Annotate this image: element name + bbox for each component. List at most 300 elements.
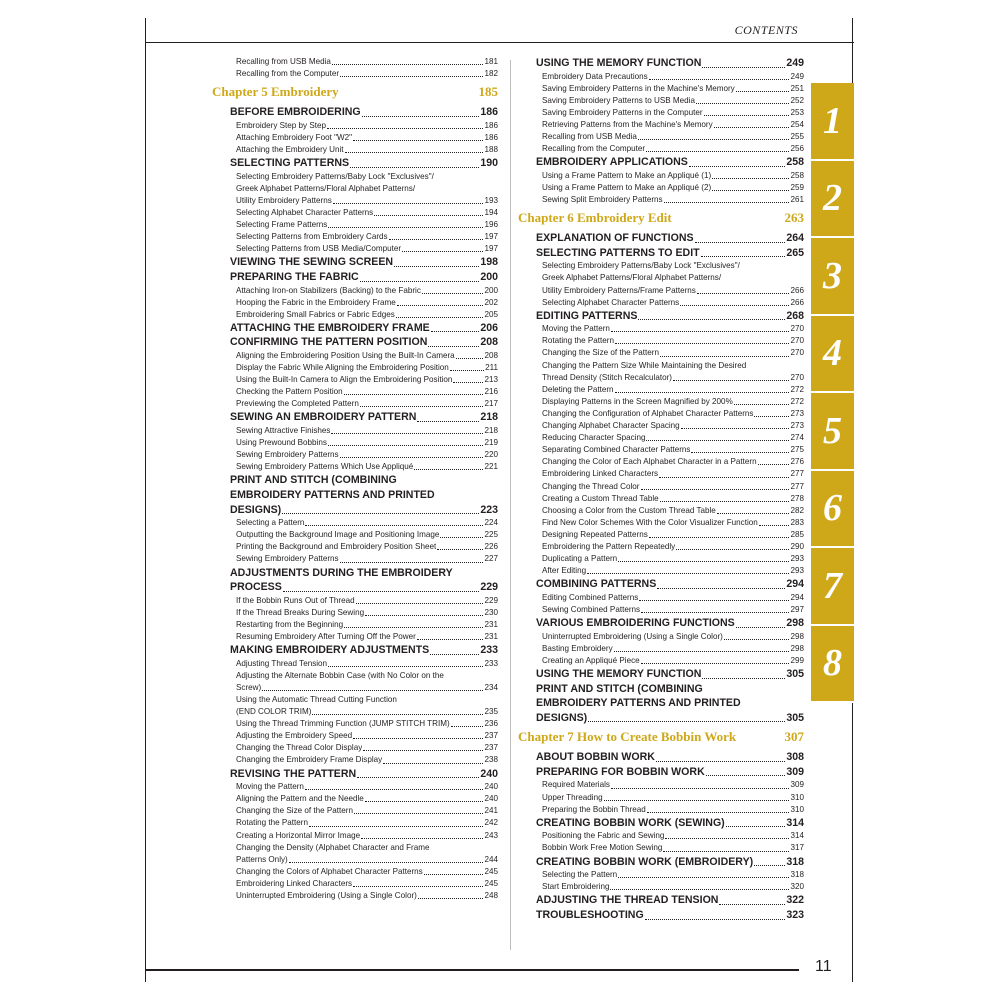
page-ref: 198 xyxy=(480,256,498,269)
dot-leader xyxy=(353,132,484,141)
toc-entry[interactable] xyxy=(236,243,498,255)
toc-entry[interactable] xyxy=(236,517,498,529)
toc-entry[interactable] xyxy=(542,643,804,655)
toc-label: Adjusting the Embroidery Speed xyxy=(236,731,353,741)
toc-section[interactable] xyxy=(536,577,804,592)
toc-label: Using the Thread Trimming Function (JUMP STITCH TRIM) xyxy=(236,719,450,729)
toc-label: Changing the Thread Color Display xyxy=(236,743,363,753)
toc-entry[interactable] xyxy=(542,444,804,456)
page-ref: 237 xyxy=(484,743,498,753)
toc-entry[interactable] xyxy=(236,682,498,694)
toc-label: If the Thread Breaks During Sewing xyxy=(236,607,365,617)
header-title: CONTENTS xyxy=(734,23,798,37)
page-ref: 240 xyxy=(484,782,498,792)
dot-leader xyxy=(691,444,789,453)
dot-leader xyxy=(353,730,483,739)
page-ref: 277 xyxy=(790,481,804,491)
chapter-tab-3[interactable]: 3 xyxy=(811,238,854,316)
toc-entry[interactable] xyxy=(542,297,804,309)
toc-label: DESIGNS) xyxy=(536,711,588,724)
toc-entry[interactable] xyxy=(236,706,498,718)
toc-entry[interactable] xyxy=(236,754,498,766)
page-ref: 197 xyxy=(484,244,498,254)
toc-label: Recalling from USB Media xyxy=(542,132,637,142)
toc-entry[interactable] xyxy=(236,830,498,842)
toc-section[interactable] xyxy=(230,156,498,171)
toc-section[interactable] xyxy=(536,667,804,682)
dot-leader xyxy=(695,231,786,243)
toc-label: Changing the Embroidery Frame Display xyxy=(236,755,383,765)
toc-label: PREPARING FOR BOBBIN WORK xyxy=(536,765,705,778)
toc-label: VIEWING THE SEWING SCREEN xyxy=(230,256,394,269)
page-ref: 290 xyxy=(790,541,804,551)
toc-section[interactable] xyxy=(536,616,804,631)
toc-label: Using the Built-In Camera to Align the Embroidering Position xyxy=(236,375,453,385)
dot-leader xyxy=(402,243,483,252)
dot-leader xyxy=(615,384,790,393)
toc-section[interactable] xyxy=(536,765,804,780)
toc-label: Restarting from the Beginning xyxy=(236,619,344,629)
toc-label: Designing Repeated Patterns xyxy=(542,529,648,539)
page-ref: 186 xyxy=(484,120,498,130)
toc-entry[interactable] xyxy=(236,144,498,156)
toc-entry[interactable] xyxy=(542,804,804,816)
page-ref: 219 xyxy=(484,438,498,448)
toc-label: Displaying Patterns in the Screen Magnified by 200% xyxy=(542,396,733,406)
dot-leader xyxy=(340,553,484,562)
chapter-tab-6[interactable]: 6 xyxy=(811,471,854,549)
dot-leader xyxy=(673,372,789,381)
toc-entry[interactable] xyxy=(236,529,498,541)
dot-leader xyxy=(417,631,484,640)
page-ref: 309 xyxy=(790,780,804,790)
toc-entry[interactable] xyxy=(236,730,498,742)
dot-leader xyxy=(758,456,790,465)
page-ref: 298 xyxy=(790,643,804,653)
page-ref: 283 xyxy=(790,517,804,527)
toc-label: ADJUSTING THE THREAD TENSION xyxy=(536,894,719,907)
toc-label: Basting Embroidery xyxy=(542,643,613,653)
toc-entry[interactable] xyxy=(542,631,804,643)
toc-entry[interactable] xyxy=(542,194,804,206)
toc-label: Sewing Attractive Finishes xyxy=(236,426,331,436)
toc-label: CONFIRMING THE PATTERN POSITION xyxy=(230,336,428,349)
dot-leader xyxy=(604,792,790,801)
toc-entry[interactable] xyxy=(236,449,498,461)
toc-section[interactable] xyxy=(536,855,804,870)
toc-entry[interactable] xyxy=(542,323,804,335)
toc-label: Creating an Appliqué Piece xyxy=(542,655,640,665)
toc-entry[interactable] xyxy=(542,107,804,119)
dot-leader xyxy=(701,246,786,258)
dot-leader xyxy=(362,105,480,117)
toc-entry[interactable] xyxy=(542,71,804,83)
toc-label: Patterns Only) xyxy=(236,854,288,864)
dot-leader xyxy=(660,347,789,356)
toc-label: Utility Embroidery Patterns/Frame Patterns xyxy=(542,285,696,295)
toc-section[interactable] xyxy=(230,105,498,120)
toc-label: Bobbin Work Free Motion Sewing xyxy=(542,843,663,853)
toc-entry[interactable] xyxy=(542,779,804,791)
toc-label: SELECTING PATTERNS TO EDIT xyxy=(536,246,700,259)
dot-leader xyxy=(696,95,790,104)
toc-entry[interactable] xyxy=(542,553,804,565)
toc-entry[interactable] xyxy=(236,595,498,607)
toc-section[interactable] xyxy=(536,155,804,170)
toc-section[interactable] xyxy=(230,255,498,270)
page-ref: 318 xyxy=(786,855,804,868)
toc-entry[interactable] xyxy=(236,793,498,805)
chapter-tab-8[interactable]: 8 xyxy=(811,626,854,704)
dot-leader xyxy=(645,908,786,920)
page-ref: 273 xyxy=(790,408,804,418)
toc-entry[interactable] xyxy=(236,437,498,449)
toc-entry[interactable] xyxy=(542,285,804,297)
toc-label: Selecting Frame Patterns xyxy=(236,220,328,230)
dot-leader xyxy=(327,120,484,129)
toc-section[interactable] xyxy=(230,270,498,285)
toc-entry[interactable] xyxy=(236,631,498,643)
toc-label: VARIOUS EMBROIDERING FUNCTIONS xyxy=(536,617,735,630)
toc-entry[interactable] xyxy=(236,619,498,631)
page-ref: 266 xyxy=(790,297,804,307)
toc-label: Sewing Embroidery Patterns Which Use Appliqué xyxy=(236,462,414,472)
toc-entry[interactable] xyxy=(236,56,498,68)
toc-label: Aligning the Embroidering Position Using the Built-In Camera xyxy=(236,350,455,360)
dot-leader xyxy=(440,529,483,538)
page-ref: 200 xyxy=(484,285,498,295)
toc-entry[interactable] xyxy=(542,170,804,182)
page-ref: 307 xyxy=(784,729,804,745)
dot-leader xyxy=(344,386,484,395)
toc-entry[interactable] xyxy=(542,468,804,480)
toc-label: Creating a Custom Thread Table xyxy=(542,493,659,503)
page-ref: 317 xyxy=(790,843,804,853)
toc-entry[interactable] xyxy=(542,408,804,420)
dot-leader xyxy=(344,619,483,628)
dot-leader xyxy=(417,410,479,422)
toc-label: Editing Combined Patterns xyxy=(542,592,639,602)
toc-label: PROCESS xyxy=(230,581,282,594)
dot-leader xyxy=(689,155,785,167)
toc-label: Using a Frame Pattern to Make an Appliqué (2) xyxy=(542,182,712,192)
dot-leader xyxy=(328,658,483,667)
dot-leader xyxy=(663,842,789,851)
toc-entry[interactable] xyxy=(542,95,804,107)
dot-leader xyxy=(428,335,479,347)
toc-entry[interactable] xyxy=(236,854,498,866)
toc-entry[interactable] xyxy=(236,362,498,374)
toc-entry[interactable] xyxy=(236,386,498,398)
toc-section[interactable] xyxy=(230,643,498,658)
dot-leader xyxy=(656,750,785,762)
page-ref: 322 xyxy=(786,894,804,907)
page-ref: 253 xyxy=(790,107,804,117)
toc-entry[interactable] xyxy=(236,781,498,793)
toc-entry[interactable] xyxy=(236,68,498,80)
dot-leader xyxy=(289,854,484,863)
dot-leader xyxy=(332,56,484,65)
toc-entry[interactable] xyxy=(542,432,804,444)
toc-entry[interactable] xyxy=(236,718,498,730)
dot-leader xyxy=(736,616,786,628)
page-ref: 223 xyxy=(480,503,498,516)
page-ref: 310 xyxy=(790,792,804,802)
dot-leader xyxy=(641,481,790,490)
dot-leader xyxy=(712,182,789,191)
page-ref: 221 xyxy=(484,462,498,472)
column-divider xyxy=(510,60,511,950)
toc-label: Deleting the Pattern xyxy=(542,384,614,394)
toc-entry[interactable] xyxy=(236,425,498,437)
toc-section[interactable] xyxy=(230,767,498,782)
chapter-tab-5[interactable]: 5 xyxy=(811,393,854,471)
toc-entry[interactable] xyxy=(542,335,804,347)
page-ref: 194 xyxy=(484,207,498,217)
chapter-title: Chapter 6 Embroidery Edit xyxy=(518,210,672,226)
toc-entry[interactable] xyxy=(236,231,498,243)
page-ref: 309 xyxy=(786,765,804,778)
dot-leader xyxy=(706,765,786,777)
toc-entry[interactable] xyxy=(236,309,498,321)
toc-entry[interactable] xyxy=(542,119,804,131)
dot-leader xyxy=(396,309,484,318)
toc-entry[interactable] xyxy=(236,374,498,386)
toc-section[interactable] xyxy=(230,335,498,350)
dot-leader xyxy=(262,682,483,691)
toc-entry[interactable] xyxy=(236,207,498,219)
dot-leader xyxy=(618,869,789,878)
toc-entry[interactable] xyxy=(542,655,804,667)
page-ref: 265 xyxy=(786,246,804,259)
toc-label: ABOUT BOBBIN WORK xyxy=(536,751,655,764)
toc-entry[interactable] xyxy=(236,553,498,565)
toc-entry[interactable] xyxy=(542,396,804,408)
toc-entry[interactable] xyxy=(542,420,804,432)
page-ref: 245 xyxy=(484,866,498,876)
toc-label: Hooping the Fabric in the Embroidery Frame xyxy=(236,297,396,307)
toc-entry[interactable] xyxy=(542,182,804,194)
dot-leader xyxy=(282,503,479,515)
page-ref: 216 xyxy=(484,387,498,397)
chapter-tab-4[interactable]: 4 xyxy=(811,316,854,394)
chapter-tab-1[interactable]: 1 xyxy=(811,83,854,161)
dot-leader xyxy=(717,505,790,514)
toc-section-label: PRINT AND STITCH (COMBINING EMBROIDERY PATTERNS AND PRINTED xyxy=(230,474,435,501)
toc-entry-label: Selecting Embroidery Patterns/Baby Lock "Exclusives"/ Greek Alphabet Patterns/Floral Alphabet Patterns/ xyxy=(236,171,434,193)
page-ref: 226 xyxy=(484,542,498,552)
page-ref: 196 xyxy=(484,220,498,230)
toc-section[interactable] xyxy=(536,56,804,71)
toc-label: Embroidery Data Precautions xyxy=(542,71,648,81)
toc-label: Rotating the Pattern xyxy=(542,336,614,346)
dot-leader xyxy=(649,529,790,538)
toc-label: USING THE MEMORY FUNCTION xyxy=(536,57,702,69)
page-ref: 182 xyxy=(484,69,498,79)
dot-leader xyxy=(305,781,484,790)
toc-entry[interactable] xyxy=(542,456,804,468)
dot-leader xyxy=(641,604,789,613)
page-ref: 240 xyxy=(484,794,498,804)
dot-leader xyxy=(422,285,484,294)
toc-entry[interactable] xyxy=(236,461,498,473)
toc-entry[interactable] xyxy=(236,890,498,902)
dot-leader xyxy=(389,231,484,240)
toc-label: Separating Combined Character Patterns xyxy=(542,445,691,455)
toc-entry[interactable] xyxy=(542,505,804,517)
toc-label: BEFORE EMBROIDERING xyxy=(230,106,361,119)
page-ref: 220 xyxy=(484,450,498,460)
page-ref: 224 xyxy=(484,518,498,528)
dot-leader xyxy=(360,270,480,282)
toc-entry[interactable] xyxy=(236,350,498,362)
top-rule xyxy=(145,42,854,43)
toc-entry[interactable] xyxy=(542,541,804,553)
toc-label: Selecting the Pattern xyxy=(542,870,618,880)
toc-entry-label: Selecting Embroidery Patterns/Baby Lock "Exclusives"/ Greek Alphabet Patterns/Floral Alphabet Patterns/ xyxy=(542,261,740,283)
page-ref: 243 xyxy=(484,830,498,840)
toc-section[interactable] xyxy=(536,816,804,831)
page-ref: 188 xyxy=(484,144,498,154)
page-ref: 263 xyxy=(784,210,804,226)
toc-label: Printing the Background and Embroidery Position Sheet xyxy=(236,542,437,552)
toc-entry[interactable] xyxy=(542,384,804,396)
toc-entry[interactable] xyxy=(542,493,804,505)
toc-section[interactable] xyxy=(536,750,804,765)
toc-entry[interactable] xyxy=(236,398,498,410)
toc-entry[interactable] xyxy=(236,805,498,817)
toc-label: Preparing the Bobbin Thread xyxy=(542,804,646,814)
chapter-heading[interactable] xyxy=(518,210,804,226)
toc-entry[interactable] xyxy=(542,131,804,143)
page-ref: 238 xyxy=(484,755,498,765)
toc-entry[interactable] xyxy=(236,297,498,309)
toc-entry[interactable] xyxy=(542,143,804,155)
page-ref: 218 xyxy=(484,426,498,436)
page-ref: 234 xyxy=(484,682,498,692)
toc-entry[interactable] xyxy=(236,742,498,754)
toc-entry[interactable] xyxy=(542,347,804,359)
chapter-tab-7[interactable]: 7 xyxy=(811,548,854,626)
page-ref: 200 xyxy=(480,270,498,283)
toc-label: Changing the Size of the Pattern xyxy=(542,348,659,358)
page-ref: 181 xyxy=(484,57,498,66)
toc-entry[interactable] xyxy=(542,792,804,804)
toc-section[interactable] xyxy=(536,908,804,923)
dot-leader xyxy=(754,408,789,417)
toc-entry[interactable] xyxy=(542,517,804,529)
toc-entry[interactable] xyxy=(236,219,498,231)
chapter-heading[interactable] xyxy=(212,84,498,100)
toc-label: Changing the Size of the Pattern xyxy=(236,806,353,816)
toc-entry[interactable] xyxy=(542,565,804,577)
dot-leader xyxy=(340,68,483,77)
page-ref: 277 xyxy=(790,469,804,479)
toc-label: ATTACHING THE EMBROIDERY FRAME xyxy=(230,321,430,334)
toc-entry[interactable] xyxy=(542,604,804,616)
dot-leader xyxy=(611,779,790,788)
dot-leader xyxy=(431,321,480,333)
dot-leader xyxy=(353,878,483,887)
dot-leader xyxy=(397,297,484,306)
page-ref: 305 xyxy=(786,667,804,680)
toc-label: Checking the Pattern Position xyxy=(236,387,343,397)
toc-entry[interactable] xyxy=(236,132,498,144)
toc-entry[interactable] xyxy=(542,869,804,881)
chapter-heading[interactable] xyxy=(518,729,804,745)
page-ref: 272 xyxy=(790,396,804,406)
toc-entry[interactable] xyxy=(236,866,498,878)
toc-section[interactable] xyxy=(536,711,804,726)
page-ref: 249 xyxy=(786,57,804,69)
toc-entry[interactable] xyxy=(236,658,498,670)
toc-section[interactable] xyxy=(230,410,498,425)
toc-section[interactable] xyxy=(230,321,498,336)
chapter-tab-2[interactable]: 2 xyxy=(811,161,854,239)
dot-leader xyxy=(365,793,484,802)
page-ref: 272 xyxy=(790,384,804,394)
page-ref: 185 xyxy=(478,84,498,100)
toc-entry[interactable] xyxy=(542,842,804,854)
dot-leader xyxy=(641,655,790,664)
page-ref: 264 xyxy=(786,232,804,245)
page-ref: 270 xyxy=(790,372,804,382)
bottom-rule xyxy=(145,969,799,971)
toc-label: Sewing Split Embroidery Patterns xyxy=(542,195,663,205)
chapter-title: Chapter 5 Embroidery xyxy=(212,84,339,100)
dot-leader xyxy=(340,449,484,458)
page-ref: 231 xyxy=(484,619,498,629)
toc-section[interactable] xyxy=(536,246,804,261)
toc-entry[interactable] xyxy=(236,541,498,553)
page-ref: 268 xyxy=(786,309,804,322)
toc-entry[interactable] xyxy=(542,83,804,95)
toc-label: Moving the Pattern xyxy=(236,782,304,792)
toc-label: SELECTING PATTERNS xyxy=(230,157,350,170)
toc-label: CREATING BOBBIN WORK (SEWING) xyxy=(536,816,725,829)
toc-section[interactable] xyxy=(230,580,498,595)
page-ref: 270 xyxy=(790,336,804,346)
toc-label: Selecting Alphabet Character Patterns xyxy=(542,297,680,307)
toc-entry[interactable] xyxy=(236,195,498,207)
toc-entry[interactable] xyxy=(542,372,804,384)
toc-entry[interactable] xyxy=(236,878,498,890)
toc-entry[interactable] xyxy=(236,285,498,297)
toc-label: CREATING BOBBIN WORK (EMBROIDERY) xyxy=(536,855,754,868)
toc-label: Aligning the Pattern and the Needle xyxy=(236,794,364,804)
toc-left-column xyxy=(212,56,498,902)
toc-entry[interactable] xyxy=(542,830,804,842)
toc-entry[interactable] xyxy=(542,881,804,893)
toc-entry[interactable] xyxy=(542,481,804,493)
toc-section[interactable] xyxy=(536,309,804,324)
toc-entry[interactable] xyxy=(236,120,498,132)
page-ref: 293 xyxy=(790,554,804,564)
toc-entry[interactable] xyxy=(236,607,498,619)
toc-entry[interactable] xyxy=(542,592,804,604)
toc-section[interactable] xyxy=(230,503,498,518)
page-ref: 231 xyxy=(484,632,498,642)
toc-section[interactable] xyxy=(536,893,804,908)
toc-entry[interactable] xyxy=(542,529,804,541)
page-ref: 274 xyxy=(790,433,804,443)
dot-leader xyxy=(312,706,483,715)
dot-leader xyxy=(638,309,785,321)
toc-label: Outputting the Background Image and Positioning Image xyxy=(236,530,440,540)
toc-section[interactable] xyxy=(536,231,804,246)
toc-entry[interactable] xyxy=(236,817,498,829)
dot-leader xyxy=(333,195,484,204)
